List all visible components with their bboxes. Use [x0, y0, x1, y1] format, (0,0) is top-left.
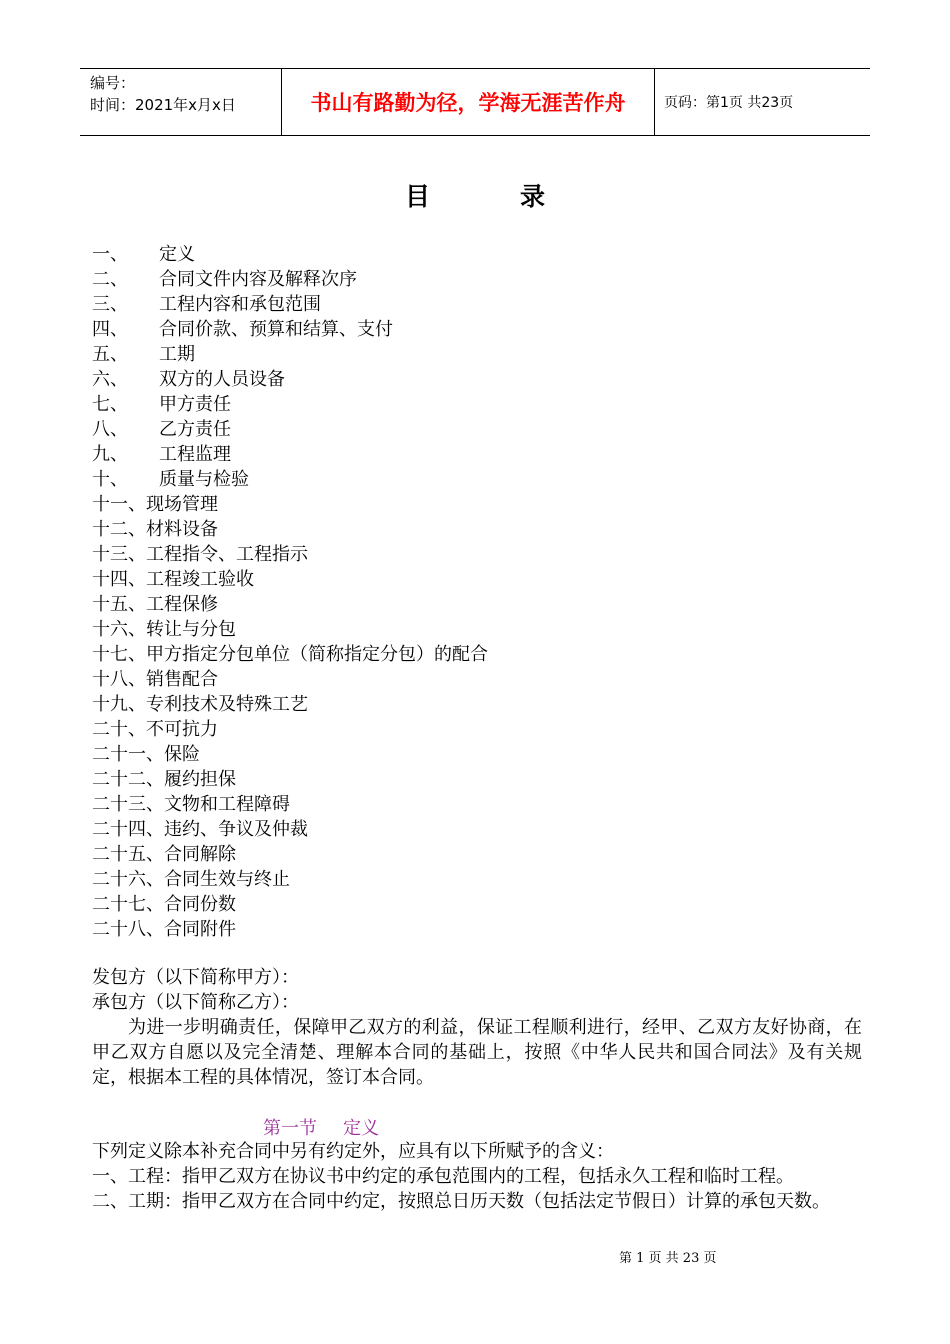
preamble-paragraph: 为进一步明确责任，保障甲乙双方的利益，保证工程顺利进行，经甲、乙双方友好协商，在甲乙双方自愿以及完全清楚、理解本合同的基础上，按照《中华人民共和国合同法》及有关规定，根据本工程的具体情况，签订本合同。 [92, 1017, 862, 1088]
toc-item-number: 二十二、 [92, 769, 164, 790]
toc-item-number: 十八、 [92, 669, 146, 690]
toc-item-number: 十、 [92, 469, 128, 490]
toc-item-title: 合同文件内容及解释次序 [159, 269, 357, 290]
party-a-line: 发包方（以下简称甲方）： [92, 967, 299, 988]
header-motto: 书山有路勤为径，学海无涯苦作舟 [282, 69, 655, 135]
toc-item-title: 不可抗力 [146, 719, 218, 740]
toc-item-number: 十七、 [92, 644, 146, 665]
toc-item [92, 242, 488, 267]
toc-item [92, 817, 488, 842]
toc-item-title: 工期 [159, 344, 195, 365]
toc-item-title: 合同份数 [164, 894, 236, 915]
toc-item [92, 892, 488, 917]
toc-item-title: 文物和工程障碍 [164, 794, 290, 815]
toc-item-title: 工程竣工验收 [146, 569, 254, 590]
toc-item-number: 十五、 [92, 594, 146, 615]
toc-item-number: 一、 [92, 244, 128, 265]
toc-item [92, 667, 488, 692]
toc-item-number: 二十五、 [92, 844, 164, 865]
toc-item [92, 392, 488, 417]
toc-item-number: 六、 [92, 369, 128, 390]
toc-item-title: 专利技术及特殊工艺 [146, 694, 308, 715]
toc-item-number: 二十、 [92, 719, 146, 740]
toc-item [92, 567, 488, 592]
toc-item-number: 七、 [92, 394, 128, 415]
toc-item-title: 违约、争议及仲裁 [164, 819, 308, 840]
contract-preamble [92, 965, 862, 1090]
toc-item-number: 九、 [92, 444, 128, 465]
toc-item-title: 销售配合 [146, 669, 218, 690]
toc-item-title: 乙方责任 [159, 419, 231, 440]
header-meta [80, 69, 282, 135]
toc-item [92, 592, 488, 617]
toc-item-number: 二十四、 [92, 819, 164, 840]
section-title-text: 定义 [343, 1118, 379, 1139]
toc-item [92, 792, 488, 817]
toc-item-title: 转让与分包 [146, 619, 236, 640]
toc-item-number: 十六、 [92, 619, 146, 640]
toc-item [92, 692, 488, 717]
toc-item [92, 367, 488, 392]
toc-item-number: 二十七、 [92, 894, 164, 915]
toc-item [92, 617, 488, 642]
definition-item: 一、工程：指甲乙双方在协议书中约定的承包范围内的工程，包括永久工程和临时工程。 [92, 1166, 794, 1187]
toc-item-title: 合同价款、预算和结算、支付 [159, 319, 393, 340]
toc-item-title: 合同附件 [164, 919, 236, 940]
table-of-contents [92, 242, 488, 942]
toc-item [92, 492, 488, 517]
definitions-intro: 下列定义除本补充合同中另有约定外，应具有以下所赋予的含义： [92, 1141, 614, 1162]
toc-item-title: 质量与检验 [159, 469, 249, 490]
toc-item [92, 867, 488, 892]
toc-item-title: 工程内容和承包范围 [159, 294, 321, 315]
toc-item [92, 317, 488, 342]
toc-item-title: 保险 [164, 744, 200, 765]
toc-item [92, 917, 488, 942]
toc-item-number: 二十三、 [92, 794, 164, 815]
header-page-number: 页码：第1页 共23页 [664, 95, 794, 111]
toc-item-number: 二十一、 [92, 744, 164, 765]
toc-item-title: 双方的人员设备 [159, 369, 285, 390]
toc-item-number: 二十六、 [92, 869, 164, 890]
toc-item-number: 五、 [92, 344, 128, 365]
toc-title-char-2: 录 [520, 182, 546, 211]
header-table [80, 68, 870, 136]
toc-item [92, 842, 488, 867]
toc-item-title: 合同解除 [164, 844, 236, 865]
toc-item [92, 467, 488, 492]
toc-title-char-1: 目 [404, 182, 430, 211]
toc-item-number: 三、 [92, 294, 128, 315]
toc-item-title: 甲方责任 [159, 394, 231, 415]
toc-item-title: 工程保修 [146, 594, 218, 615]
toc-item-number: 十一、 [92, 494, 146, 515]
toc-item [92, 442, 488, 467]
toc-item [92, 642, 488, 667]
toc-item-title: 工程指令、工程指示 [146, 544, 308, 565]
toc-item-title: 现场管理 [146, 494, 218, 515]
toc-item [92, 342, 488, 367]
page-footer: 第 1 页 共 23 页 [619, 1251, 717, 1266]
toc-item-number: 二、 [92, 269, 128, 290]
toc-item [92, 267, 488, 292]
toc-item-number: 四、 [92, 319, 128, 340]
party-b-line: 承包方（以下简称乙方）： [92, 992, 299, 1013]
section-heading [263, 1114, 379, 1140]
toc-item [92, 717, 488, 742]
toc-item [92, 542, 488, 567]
definitions [92, 1139, 862, 1214]
document-number-label: 编号： [90, 74, 136, 92]
document-time-label: 时间：2021年x月x日 [90, 96, 236, 114]
toc-item [92, 292, 488, 317]
toc-title [0, 177, 950, 213]
toc-item [92, 517, 488, 542]
toc-item-title: 工程监理 [159, 444, 231, 465]
toc-item-number: 十二、 [92, 519, 146, 540]
toc-item-number: 八、 [92, 419, 128, 440]
toc-item [92, 742, 488, 767]
toc-item-number: 十三、 [92, 544, 146, 565]
toc-item-number: 十四、 [92, 569, 146, 590]
toc-item-title: 合同生效与终止 [164, 869, 290, 890]
toc-item-number: 二十八、 [92, 919, 164, 940]
toc-item-title: 定义 [159, 244, 195, 265]
toc-item [92, 767, 488, 792]
toc-item-title: 材料设备 [146, 519, 218, 540]
toc-item-title: 履约担保 [164, 769, 236, 790]
toc-item-title: 甲方指定分包单位（简称指定分包）的配合 [146, 644, 488, 665]
toc-item-number: 十九、 [92, 694, 146, 715]
section-number: 第一节 [263, 1118, 317, 1139]
definition-item: 二、工期：指甲乙双方在合同中约定，按照总日历天数（包括法定节假日）计算的承包天数。 [92, 1191, 830, 1212]
toc-item [92, 417, 488, 442]
